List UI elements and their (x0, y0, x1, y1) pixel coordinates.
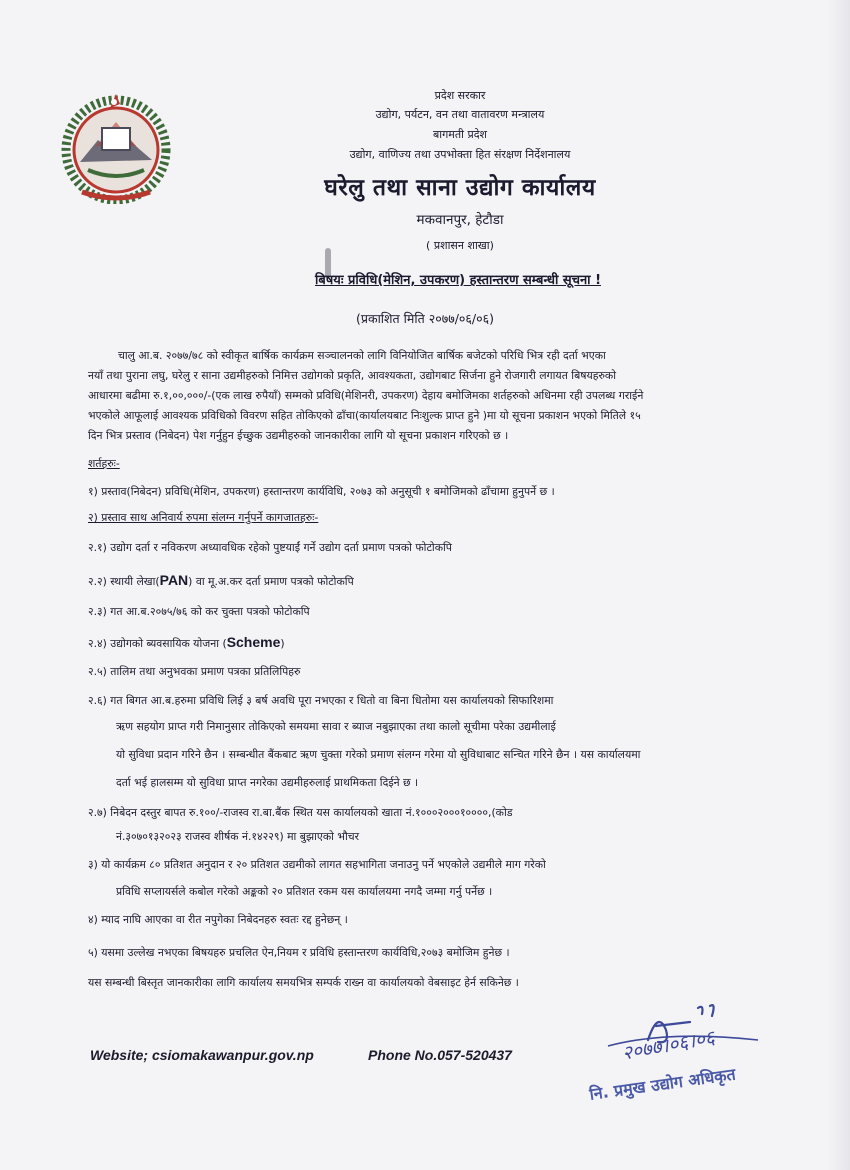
intro-line: चालु आ.ब. २०७७/७८ को स्वीकृत बार्षिक कार्यक्रम सञ्चालनको लागि विनियोजित बार्षिक बजेटको परिधि भित्र रही दर्ता भएका (118, 349, 606, 362)
pan-label: PAN (159, 572, 189, 588)
header-directorate: उद्योग, वाणिज्य तथा उपभोक्ता हित संरक्षण निर्देशनालय (349, 148, 571, 161)
condition-2-6-cont: दर्ता भई हालसम्म यो सुविधा प्राप्त नगरेका उद्यमीहरुलाई प्राथमिकता दिईने छ । (116, 776, 419, 789)
condition-2-6-cont: ऋण सहयोग प्राप्त गरी निमानुसार तोकिएको समयमा सावा र ब्याज नबुझाएका तथा कालो सूचीमा परेका उद्यमीलाई (116, 720, 556, 733)
signatory-title: नि. प्रमुख उद्योग अधिकृत (588, 1064, 737, 1104)
condition-2-4-text-end: ) (280, 637, 285, 650)
intro-line: आधारमा बढीमा रु.१,००,०००/-(एक लाख रुपैयाँ) सम्मको प्रविधि(मेशिनरी, उपकरण) देहाय बमोजिमका शर्तहरुको अधिनमा रही उपलब्ध गराईने (88, 389, 644, 402)
condition-3-cont: प्रविधि सप्लायर्सले कबोल गरेको अङ्कको २० प्रतिशत रकम यस कार्यालयमा नगदै जम्मा गर्नु पर्नेछ । (116, 885, 493, 898)
intro-line: भएकोले आफूलाई आवश्यक प्रविधिको विवरण सहित तोकिएको ढाँचा(कार्यालयबाट निःशुल्क प्राप्त हुने )मा यो सूचना प्रकाशन भएको मितिले १५ (88, 409, 641, 422)
condition-2-3: २.३) गत आ.ब.२०७५/७६ को कर चुक्ता पत्रको फोटोकपि (88, 605, 310, 618)
condition-2-4 (88, 634, 285, 651)
condition-3: ३) यो कार्यक्रम ८० प्रतिशत अनुदान र २० प्रतिशत उद्यमीको लागत सहभागिता जनाउनु पर्ने भएकोले उद्यमीले माग गरेको (88, 858, 546, 871)
intro-line: नयाँ तथा पुराना लघु, घरेलु र साना उद्यमीहरुको निमित्त उद्योगको प्रकृति, आवश्यकता, उद्योगबाट सिर्जना हुने रोजगारी लगायत बिषयहरुको (88, 369, 617, 382)
office-name: घरेलु तथा साना उद्योग कार्यालय (324, 175, 596, 201)
condition-2-1: २.१) उद्योग दर्ता र नविकरण अध्यावधिक रहेको पुष्टयाईं गर्ने उद्योग दर्ता प्रमाण पत्रको फोटोकपि (88, 541, 452, 554)
notice-subject (248, 270, 668, 288)
published-date: (प्रकाशित मिति २०७७/०६/०६) (355, 311, 494, 326)
signature-date: २०७७।०६।०६ (620, 1026, 717, 1065)
condition-2: २) प्रस्ताव साथ अनिवार्य रुपमा संलग्न गर्नुपर्ने कागजातहरुः- (88, 511, 319, 524)
condition-2-2 (88, 572, 354, 589)
header-province-gov: प्रदेश सरकार (434, 89, 486, 102)
condition-2-2-text: २.२) स्थायी लेखा( (88, 575, 160, 588)
intro-line: दिन भित्र प्रस्ताव (निबेदन) पेश गर्नुहुन ईच्छुक उद्यमीहरुको जानकारीका लागि यो सूचना प्रकाशन गरिएको छ । (88, 429, 509, 442)
header-province-name: बागमती प्रदेश (432, 128, 488, 141)
condition-2-7: २.७) निबेदन दस्तुर बापत रु.१००/-राजस्व रा.बा.बैंक स्थित यस कार्यालयको खाता नं.१०००२०००१००००,(कोड (88, 806, 513, 819)
condition-2-7-cont: नं.३०७०१३२०२३ राजस्व शीर्षक नं.१४२२९) मा बुझाएको भौचर (116, 830, 360, 843)
footer-phone: Phone No.057-520437 (368, 1047, 512, 1063)
scheme-label: Scheme (226, 634, 281, 650)
footer-website: Website; csiomakawanpur.gov.np (90, 1047, 314, 1063)
condition-4: ४) म्याद नाघि आएका वा रीत नपुगेका निबेदनहरु स्वतः रद्द हुनेछन् । (88, 913, 348, 926)
condition-5: ५) यसमा उल्लेख नभएका बिषयहरु प्रचलित ऐन,नियम र प्रविधि हस्तान्तरण कार्यविधि,२०७३ बमोजिम हुनेछ । (88, 946, 510, 959)
header-ministry: उद्योग, पर्यटन, वन तथा वातावरण मन्त्रालय (375, 108, 545, 121)
subject-text: बिषयः प्रविधि(मेशिन, उपकरण) हस्तान्तरण सम्बन्धी सूचना ! (314, 273, 602, 288)
office-branch: ( प्रशासन शाखा) (426, 239, 494, 252)
condition-1: १) प्रस्ताव(निबेदन) प्रविधि(मेशिन, उपकरण) हस्तान्तरण कार्यविधि, २०७३ को अनुसूची १ बमोजिमको ढाँचामा हुनुपर्ने छ । (88, 485, 555, 498)
condition-2-5: २.५) तालिम तथा अनुभवका प्रमाण पत्रका प्रतिलिपिहरु (88, 665, 301, 678)
conditions-heading: शर्तहरुः- (88, 457, 120, 470)
nepal-government-emblem-icon (60, 92, 172, 204)
condition-2-4-text: २.४) उद्योगको ब्यवसायिक योजना ( (88, 637, 227, 650)
closing-note: यस सम्बन्धी बिस्तृत जानकारीका लागि कार्यालय समयभित्र सम्पर्क राख्न वा कार्यालयको वेबसाइट हेर्न सकिनेछ । (88, 976, 519, 989)
condition-2-2-text-end: ) वा मू.अ.कर दर्ता प्रमाण पत्रको फोटोकपि (188, 575, 354, 588)
office-location: मकवानपुर, हेटौडा (416, 212, 504, 228)
condition-2-6: २.६) गत बिगत आ.ब.हरुमा प्रविधि लिई ३ बर्ष अवधि पूरा नभएका र धितो वा बिना धितोमा यस कार्यालयको सिफारिशमा (88, 694, 554, 707)
condition-2-6-cont: यो सुविधा प्रदान गरिने छैन । सम्बन्धीत बैंकबाट ऋण चुक्ता गरेको प्रमाण संलग्न गरेमा यो सुविधाबाट सन्चित गरिने छैन । यस कार्यालयमा (116, 748, 641, 761)
page-edge-shadow (828, 0, 850, 1170)
